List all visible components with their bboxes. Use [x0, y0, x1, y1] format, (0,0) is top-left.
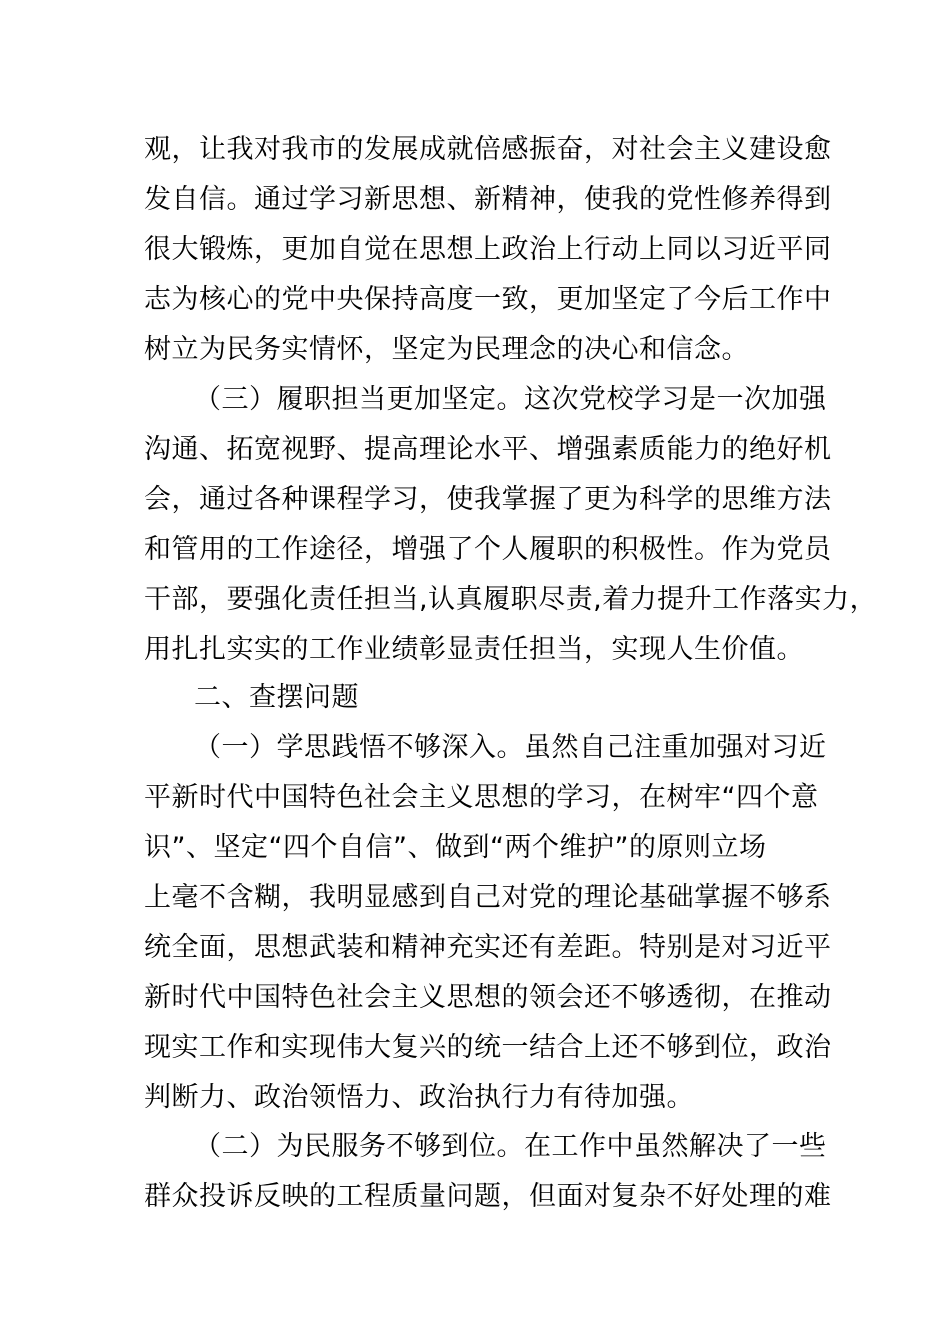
text-line: 会，通过各种课程学习，使我掌握了更为科学的思维方法 — [144, 484, 832, 515]
text-line: 干部，要强化责任担当,认真履职尽责,着力提升工作落实力， — [144, 584, 878, 615]
text-line: 志为核心的党中央保持高度一致，更加坚定了今后工作中 — [144, 284, 832, 315]
paragraph-heading: （二）为民服务不够到位。在工作中虽然解决了一些 — [194, 1131, 827, 1162]
text-line: 发自信。通过学习新思想、新精神，使我的党性修养得到 — [144, 184, 832, 215]
text-line: 平新时代中国特色社会主义思想的学习，在树牢“四个意 — [144, 782, 819, 813]
text-line: 统全面，思想武装和精神充实还有差距。特别是对习近平 — [144, 932, 832, 963]
text-line: 群众投诉反映的工程质量问题，但面对复杂不好处理的难 — [144, 1181, 832, 1212]
text-line: 判断力、政治领悟力、政治执行力有待加强。 — [144, 1082, 694, 1113]
text-line: 沟通、拓宽视野、提高理论水平、增强素质能力的绝好机 — [144, 434, 832, 465]
text-line: 新时代中国特色社会主义思想的领会还不够透彻，在推动 — [144, 982, 832, 1013]
text-line: 很大锻炼，更加自觉在思想上政治上行动上同以习近平同 — [144, 234, 832, 265]
text-line: 识”、坚定“四个自信”、做到“两个维护”的原则立场 — [144, 832, 767, 863]
text-line: 现实工作和实现伟大复兴的统一结合上还不够到位，政治 — [144, 1032, 832, 1063]
section-heading: 二、查摆问题 — [194, 682, 359, 713]
text-line: 树立为民务实情怀，坚定为民理念的决心和信念。 — [144, 334, 749, 365]
paragraph-heading: （一）学思践悟不够深入。虽然自己注重加强对习近 — [194, 732, 827, 763]
text-line: 上毫不含糊，我明显感到自己对党的理论基础掌握不够系 — [144, 882, 832, 913]
paragraph-heading: （三）履职担当更加坚定。这次党校学习是一次加强 — [194, 384, 827, 415]
text-line: 和管用的工作途径，增强了个人履职的积极性。作为党员 — [144, 534, 832, 565]
text-line: 用扎扎实实的工作业绩彰显责任担当，实现人生价值。 — [144, 634, 804, 665]
text-line: 观，让我对我市的发展成就倍感振奋，对社会主义建设愈 — [144, 134, 832, 165]
